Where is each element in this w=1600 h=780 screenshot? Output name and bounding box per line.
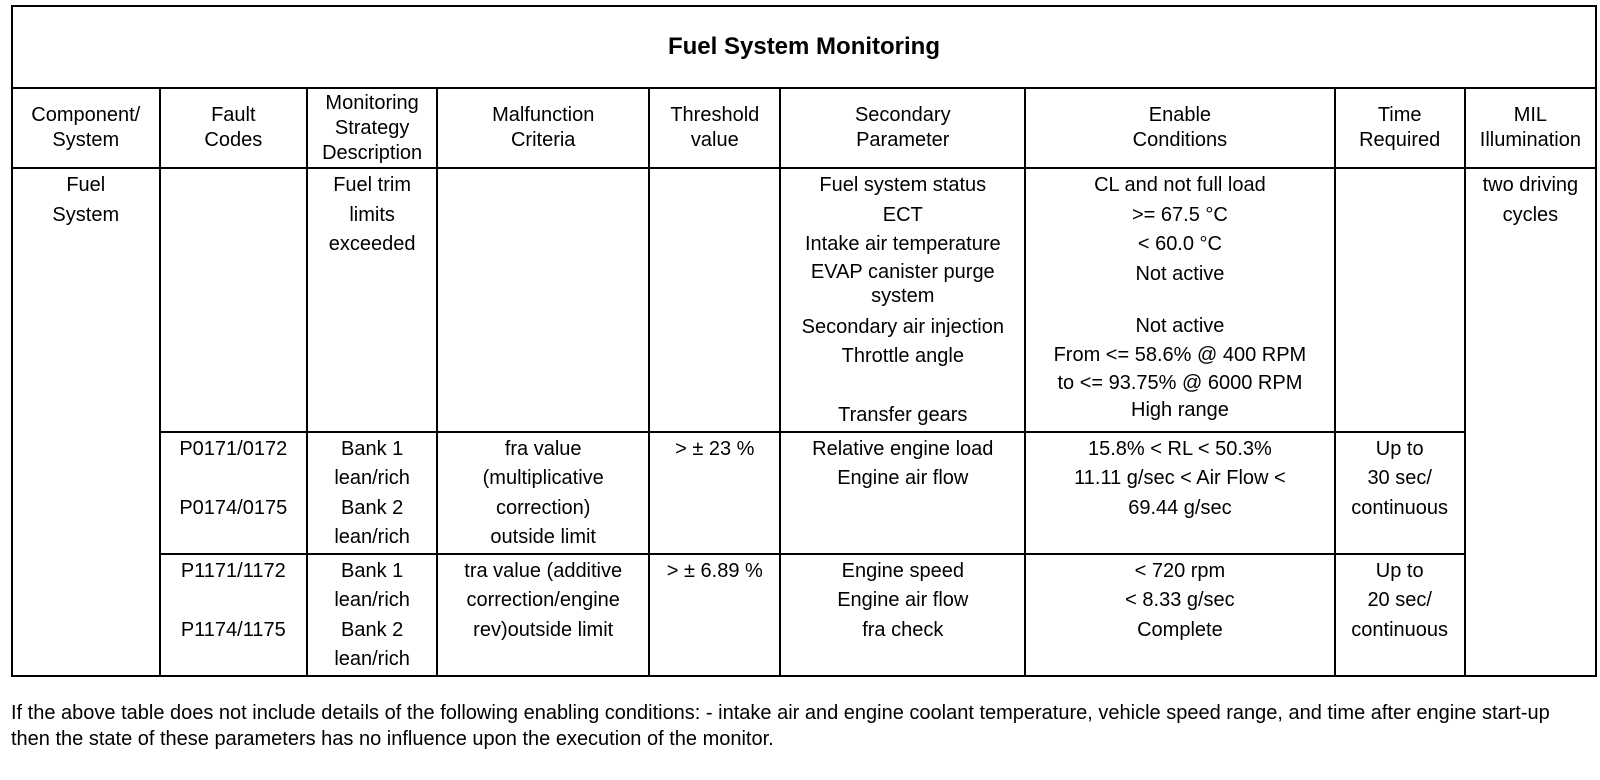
fault-codes-cell xyxy=(160,168,308,432)
secondary-parameter-cell: Fuel system status ECT Intake air temperature EVAP canister purge system Secondary air injection Throttle angle Transfer gears xyxy=(780,168,1025,432)
table-row xyxy=(12,168,1596,432)
table-title: Fuel System Monitoring xyxy=(12,6,1596,88)
strategy-cell: Fuel trim limits exceeded xyxy=(307,168,437,432)
threshold-cell xyxy=(649,168,780,432)
fault-codes-cell: P1171/1172 P1174/1175 xyxy=(160,554,308,676)
time-required-cell xyxy=(1335,168,1465,432)
footnote-text: If the above table does not include details of the following enabling conditions: - intake air and engine coolant temperature, vehicle speed range, and time after engine start-up then the state of these parameters has no influence upon the execution of the monitor. xyxy=(11,702,1550,750)
criteria-cell: tra value (additive correction/engine rev)outside limit xyxy=(437,554,649,676)
fuel-system-monitoring-table xyxy=(11,5,1597,677)
header-secondary-parameter: Secondary Parameter xyxy=(780,88,1025,168)
header-component-system: Component/ System xyxy=(12,88,160,168)
enable-conditions-cell: CL and not full load >= 67.5 °C < 60.0 °C Not active Not active From <= 58.6% @ 400 RPM to <= 93.75% @ 6000 RPM High range xyxy=(1025,168,1334,432)
header-threshold-value: Threshold value xyxy=(649,88,780,168)
component-cell: Fuel System xyxy=(12,168,160,676)
time-required-cell: Up to 30 sec/ continuous xyxy=(1335,432,1465,554)
secondary-parameter-cell: Relative engine load Engine air flow xyxy=(780,432,1025,554)
strategy-cell: Bank 1 lean/rich Bank 2 lean/rich xyxy=(307,432,437,554)
table-row xyxy=(12,432,1596,554)
header-row xyxy=(12,88,1596,168)
header-enable-conditions: Enable Conditions xyxy=(1025,88,1334,168)
enable-conditions-cell: 15.8% < RL < 50.3% 11.11 g/sec < Air Flow < 69.44 g/sec xyxy=(1025,432,1334,554)
header-fault-codes: Fault Codes xyxy=(160,88,308,168)
secondary-parameter-cell: Engine speed Engine air flow fra check xyxy=(780,554,1025,676)
fault-codes-cell: P0171/0172 P0174/0175 xyxy=(160,432,308,554)
mil-illumination-cell: two driving cycles xyxy=(1465,168,1596,676)
header-mil-illumination: MIL Illumination xyxy=(1465,88,1596,168)
enable-conditions-cell: < 720 rpm < 8.33 g/sec Complete xyxy=(1025,554,1334,676)
header-malfunction-criteria: Malfunction Criteria xyxy=(437,88,649,168)
header-monitoring-strategy: Monitoring Strategy Description xyxy=(307,88,437,168)
header-time-required: Time Required xyxy=(1335,88,1465,168)
strategy-cell: Bank 1 lean/rich Bank 2 lean/rich xyxy=(307,554,437,676)
criteria-cell xyxy=(437,168,649,432)
criteria-cell: fra value (multiplicative correction) outside limit xyxy=(437,432,649,554)
threshold-cell: > ± 23 % xyxy=(649,432,780,554)
time-required-cell: Up to 20 sec/ continuous xyxy=(1335,554,1465,676)
threshold-cell: > ± 6.89 % xyxy=(649,554,780,676)
table-row xyxy=(12,554,1596,676)
